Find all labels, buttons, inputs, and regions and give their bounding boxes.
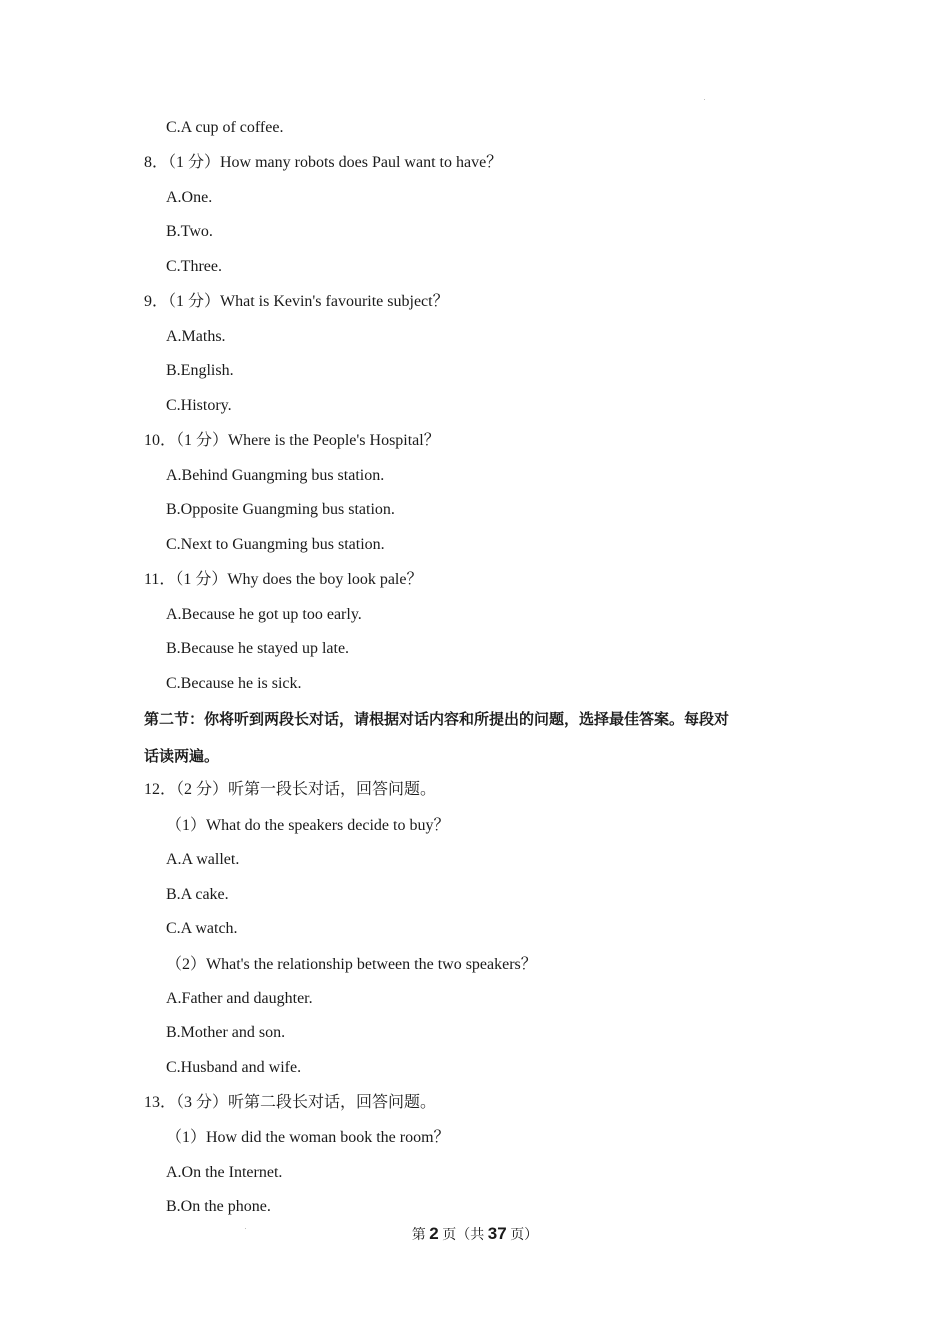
- q12-2-option-a: A.Father and daughter.: [166, 990, 313, 1007]
- total-pages: 37: [487, 1224, 507, 1243]
- question-13: 13．（3 分）听第二段长对话，回答问题。: [144, 1094, 437, 1111]
- q8-option-a: A.One.: [166, 189, 213, 206]
- section-heading-line1: 第二节：你将听到两段长对话，请根据对话内容和所提出的问题，选择最佳答案。每段对: [144, 710, 730, 728]
- q12-2-option-b: B.Mother and son.: [166, 1024, 286, 1041]
- page-footer: [0, 1224, 950, 1246]
- q13-1-option-a: A.On the Internet.: [166, 1164, 283, 1181]
- footer-suffix: 页）: [506, 1228, 539, 1243]
- q9-option-a: A.Maths.: [166, 328, 226, 345]
- q12-1-option-b: B.A cake.: [166, 886, 229, 903]
- footer-middle: 页（共: [438, 1228, 488, 1243]
- q8-option-b: B.Two.: [166, 223, 213, 240]
- question-12: 12．（2 分）听第一段长对话，回答问题。: [144, 781, 437, 798]
- footer-prefix: 第: [411, 1228, 430, 1243]
- question-10: 10．（1 分）Where is the People's Hospital？: [144, 432, 440, 449]
- q12-2-option-c: C.Husband and wife.: [166, 1059, 302, 1076]
- scan-speck: [704, 99, 705, 100]
- question-8: 8．（1 分）How many robots does Paul want to have？: [144, 154, 503, 171]
- q11-option-a: A.Because he got up too early.: [166, 606, 362, 623]
- q13-sub-1: （1）How did the woman book the room？: [166, 1129, 450, 1146]
- q10-option-a: A.Behind Guangming bus station.: [166, 467, 385, 484]
- q10-option-c: C.Next to Guangming bus station.: [166, 536, 385, 553]
- q12-sub-1: （1）What do the speakers decide to buy？: [166, 817, 450, 834]
- q12-sub-2: （2）What's the relationship between the two speakers？: [166, 956, 537, 973]
- q11-option-c: C.Because he is sick.: [166, 675, 302, 692]
- q11-option-b: B.Because he stayed up late.: [166, 640, 350, 657]
- q10-option-b: B.Opposite Guangming bus station.: [166, 501, 395, 518]
- q13-1-option-b: B.On the phone.: [166, 1198, 271, 1215]
- section-heading-line2: 话读两遍。: [144, 747, 220, 765]
- q7-option-c: C.A cup of coffee.: [166, 119, 284, 136]
- question-11: 11．（1 分）Why does the boy look pale？: [144, 571, 423, 588]
- question-9: 9．（1 分）What is Kevin's favourite subject？: [144, 293, 449, 310]
- q9-option-b: B.English.: [166, 362, 234, 379]
- q8-option-c: C.Three.: [166, 258, 222, 275]
- q9-option-c: C.History.: [166, 397, 232, 414]
- page-number: 2: [429, 1224, 439, 1243]
- q12-1-option-c: C.A watch.: [166, 920, 238, 937]
- q12-1-option-a: A.A wallet.: [166, 851, 240, 868]
